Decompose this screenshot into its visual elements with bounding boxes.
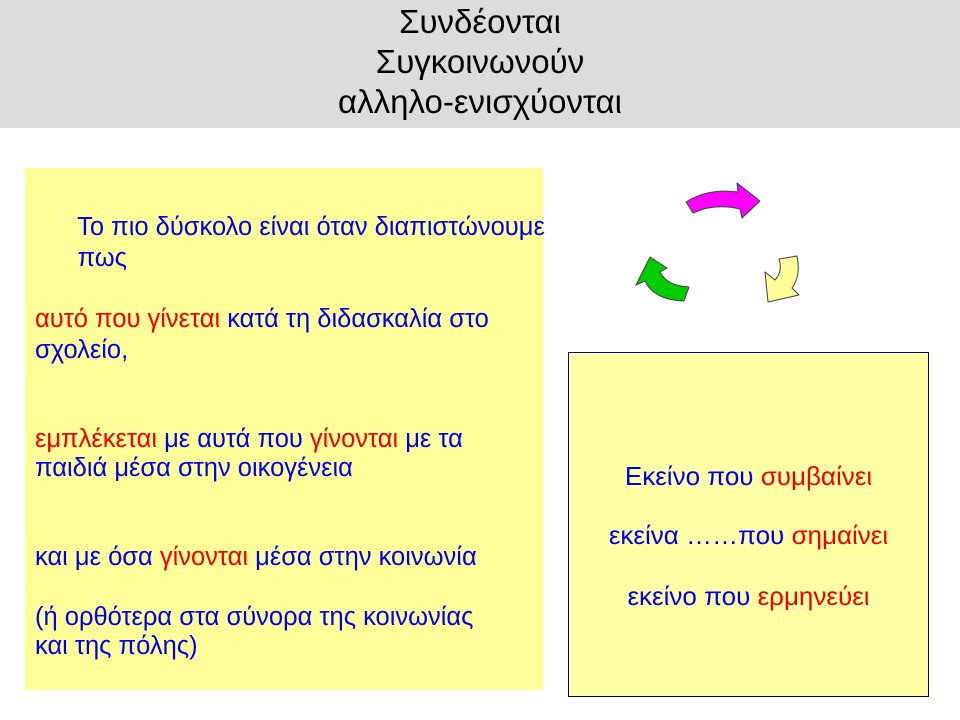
text-line xyxy=(569,461,928,491)
text-segment: με τα xyxy=(398,425,463,453)
text-segment: με αυτά που xyxy=(157,425,310,453)
curved-arrow-green-icon xyxy=(636,257,689,301)
text-line xyxy=(35,602,473,632)
text-segment: (ή ορθότερα στα σύνορα της κοινωνίας xyxy=(35,603,474,631)
right-text-box xyxy=(568,352,929,697)
title-line: Συνδέονται xyxy=(399,3,561,40)
text-segment-highlight: σημαίνει xyxy=(791,520,889,550)
text-segment-highlight: εμπλέκεται xyxy=(35,425,158,453)
text-line xyxy=(35,453,353,483)
curved-arrow-yellow-icon xyxy=(765,256,799,302)
cycle-arrows xyxy=(620,170,820,320)
text-line xyxy=(35,631,198,661)
text-line xyxy=(569,520,928,550)
text-segment-highlight: ερμηνεύει xyxy=(757,581,870,611)
text-segment: Εκείνο που xyxy=(624,461,761,491)
left-text-box xyxy=(25,168,543,690)
text-line xyxy=(35,213,127,303)
text-segment-highlight: αυτό που γίνεται xyxy=(35,305,221,333)
text-segment: μέσα στην κοινωνία xyxy=(248,543,477,571)
text-segment: εκείνα ……που xyxy=(608,520,792,550)
text-segment: κατά τη διδασκαλία στο xyxy=(220,305,489,333)
text-segment: σχολείο, xyxy=(35,336,129,364)
text-segment-highlight: γίνονται xyxy=(159,543,249,571)
text-segment: και με όσα xyxy=(35,543,160,571)
text-line xyxy=(35,424,463,454)
text-segment: και της πόλης) xyxy=(35,632,198,660)
text-segment: εκείνο που xyxy=(627,581,758,611)
title-line: αλληλο-ενισχύονται xyxy=(338,83,622,120)
text-segment: Το πιο δύσκολο είναι όταν διαπιστώνουμε xyxy=(77,213,545,241)
curved-arrow-magenta-icon xyxy=(686,183,760,218)
text-segment: πως xyxy=(77,244,127,272)
text-line xyxy=(35,304,489,334)
text-line xyxy=(569,581,928,611)
text-line xyxy=(35,335,128,365)
title-line: Συγκοινωνούν xyxy=(375,43,585,80)
text-line xyxy=(35,542,477,572)
text-segment-highlight: γίνονται xyxy=(309,425,399,453)
text-segment-highlight: συμβαίνει xyxy=(760,461,873,491)
title-banner xyxy=(0,0,960,128)
text-segment: παιδιά μέσα στην οικογένεια xyxy=(35,454,353,482)
